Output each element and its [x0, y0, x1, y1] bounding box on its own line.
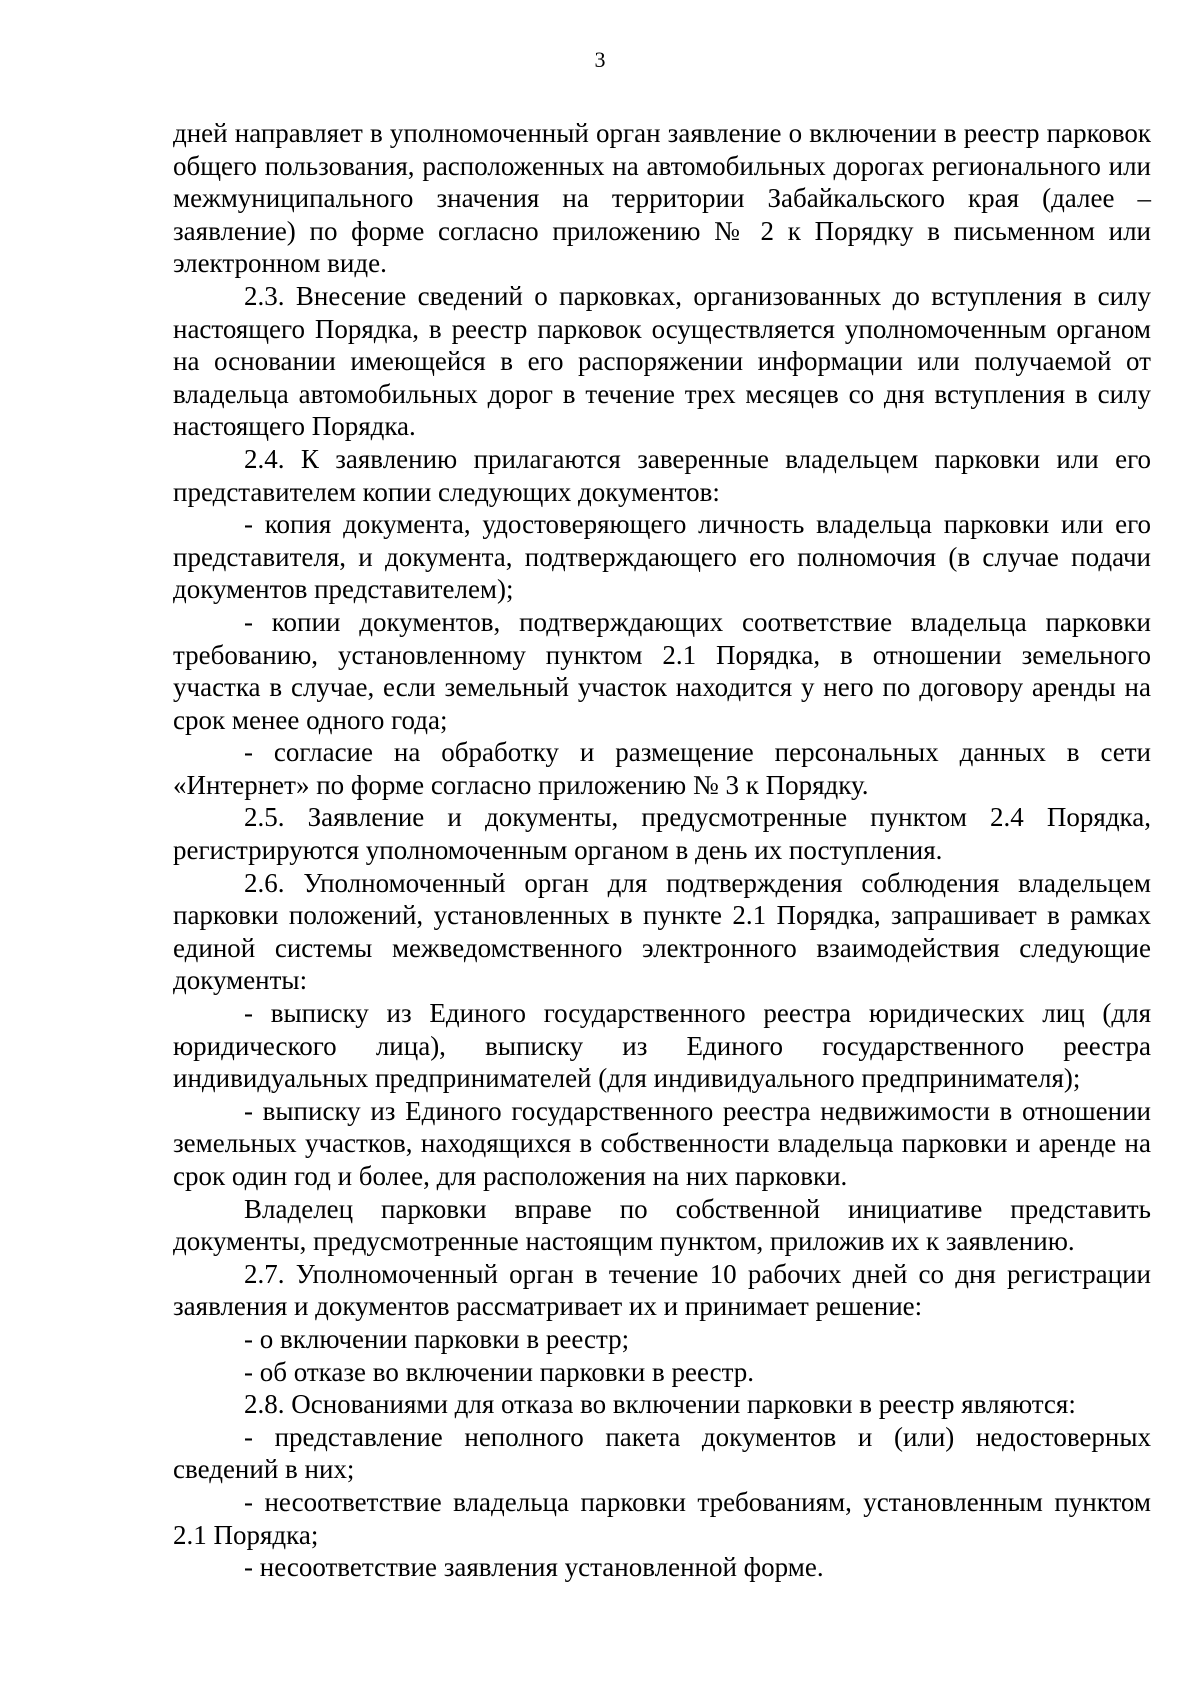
list-item-2-8-c: - несоответствие заявления установленной форме. [244, 1552, 824, 1583]
list-item-2-6-a: - выписку из Единого государственного реестра юридических лиц (для юридического лица), выписку из Единого государственного реестра индивидуальных предпринимателей (для индивидуального предпринимателя); [173, 998, 1151, 1094]
paragraph-2-3: 2.3. Внесение сведений о парковках, организованных до вступления в силу настоящего Порядка, в реестр парковок осуществляется уполномоченным органом на основании имеющейся в его распоряжении информации или получаемой от владельца автомобильных дорог в течение трех месяцев со дня вступления в силу настоящего Порядка. [173, 280, 1151, 442]
page-number: 3 [594, 47, 606, 72]
list-item-2-7-b: - об отказе во включении парковки в реестр. [244, 1356, 754, 1387]
paragraph-continuation: дней направляет в уполномоченный орган заявление о включении в реестр парковок общего пользования, расположенных на автомобильных дорогах регионального или межмуниципального значения на территории Забайкальского края (далее – заявление) по форме согласно приложению № 2 к Порядку в письменном или электронном виде. [173, 118, 1151, 279]
paragraph-2-4: 2.4. К заявлению прилагаются заверенные владельцем парковки или его представителем копии следующих документов: [173, 443, 1151, 507]
paragraph-2-6-note: Владелец парковки вправе по собственной инициативе представить документы, предусмотренные настоящим пунктом, приложив их к заявлению. [173, 1193, 1151, 1257]
list-item-2-8-a: - представление неполного пакета документов и (или) недостоверных сведений в них; [173, 1421, 1151, 1485]
list-item-2-7-a: - о включении парковки в реестр; [244, 1323, 630, 1354]
list-item-2-4-c: - согласие на обработку и размещение персональных данных в сети «Интернет» по форме согласно приложению № 3 к Порядку. [173, 737, 1151, 800]
document-body [173, 117, 1151, 1584]
list-item-2-4-a: - копия документа, удостоверяющего личность владельца парковки или его представителя, и документа, подтверждающего его полномочия (в случае подачи документов представителем); [173, 509, 1151, 605]
paragraph-2-5: 2.5. Заявление и документы, предусмотренные пунктом 2.4 Порядка, регистрируются уполномоченным органом в день их поступления. [173, 802, 1151, 866]
paragraph-2-6: 2.6. Уполномоченный орган для подтверждения соблюдения владельцем парковки положений, установленных в пункте 2.1 Порядка, запрашивает в рамках единой системы межведомственного электронного взаимодействия следующие документы: [173, 867, 1151, 996]
paragraph-2-7: 2.7. Уполномоченный орган в течение 10 рабочих дней со дня регистрации заявления и документов рассматривает их и принимает решение: [173, 1258, 1151, 1322]
paragraph-2-8: 2.8. Основаниями для отказа во включении парковки в реестр являются: [244, 1389, 1076, 1420]
list-item-2-8-b: - несоответствие владельца парковки требованиям, установленным пунктом 2.1 Порядка; [173, 1486, 1151, 1550]
list-item-2-6-b: - выписку из Единого государственного реестра недвижимости в отношении земельных участков, находящихся в собственности владельца парковки и аренде на срок один год и более, для расположения на них парковки. [173, 1095, 1151, 1191]
list-item-2-4-b: - копии документов, подтверждающих соответствие владельца парковки требованию, установленному пунктом 2.1 Порядка, в отношении земельного участка в случае, если земельный участок находится у него по договору аренды на срок менее одного года; [173, 606, 1151, 735]
